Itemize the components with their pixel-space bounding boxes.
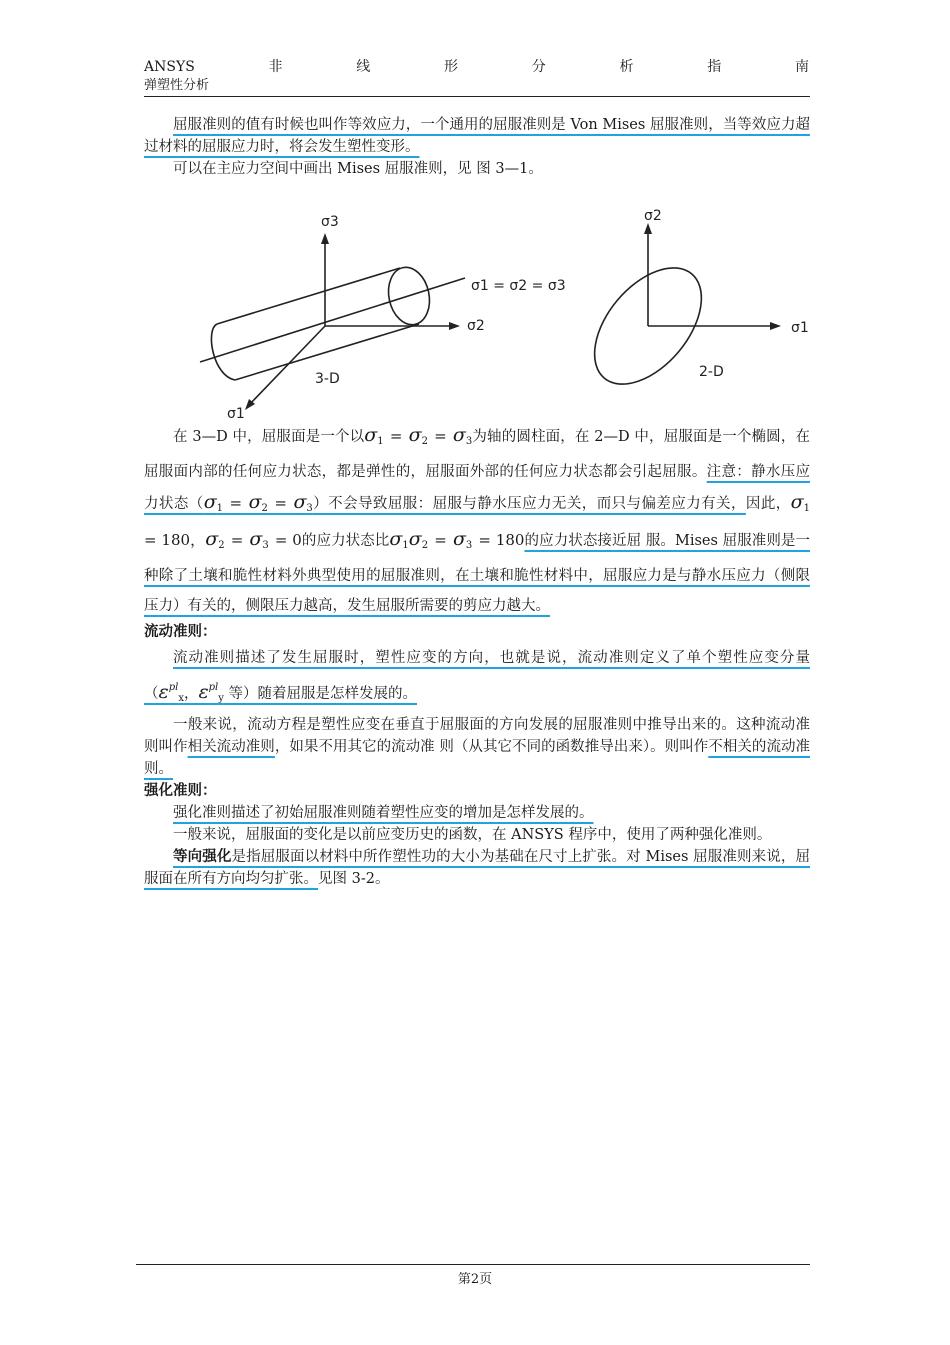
header-char: ANSYS xyxy=(144,59,195,75)
figure-3-1-yield-surface xyxy=(195,200,825,435)
diagram-2d xyxy=(574,223,781,404)
label-2d: 2-D xyxy=(699,364,724,380)
paragraph-isotropic-hardening: 等向强化是指屈服面以材料中所作塑性功的大小为基础在尺寸上扩张。对 Mises 屈服准则来说，屈服面在所有方向均匀扩张。见图 3-2。 xyxy=(144,848,811,887)
page-number: 第2页 xyxy=(457,1272,493,1287)
label-3d: 3-D xyxy=(315,371,340,387)
label-sigma3: σ3 xyxy=(321,214,339,230)
arrow-2d-sigma2-icon xyxy=(644,223,652,234)
arrow-sigma2-icon xyxy=(449,322,460,330)
cylinder-top-edge xyxy=(217,268,400,324)
header-char: 线 xyxy=(356,59,371,75)
header-char: 指 xyxy=(707,59,722,75)
heading-hardening-rule: 强化准则： xyxy=(144,783,217,799)
header-char: 南 xyxy=(794,59,809,75)
footer-divider xyxy=(136,1264,810,1265)
header-title xyxy=(144,58,809,76)
label-2d-sigma2: σ2 xyxy=(644,208,662,224)
arrow-2d-sigma1-icon xyxy=(770,322,781,330)
header-char: 分 xyxy=(531,59,546,75)
header-char: 形 xyxy=(444,59,458,75)
running-header xyxy=(144,58,809,95)
paragraph-von-mises: 屈服准则的值有时候也叫作等效应力，一个通用的屈服准则是 Von Mises 屈服准则，当等效应力超过材料的屈服应力时，将会发生塑性变形。 xyxy=(144,117,810,155)
paragraph-yield-surface: 在 3—D 中，屈服面是一个以$\sigma_1 = \sigma_2 = \sigma_3$为轴的圆柱面，在 2—D 中，屈服面是一个椭圆，在屈服面内部的任何应力状态，都是弹性的，屈服面外部的任何应力状态都会引起屈服。注意：静水压应力状态$(\sigma_1 = \sigma_2 = \sigma_3)$不会导致屈服：屈服与静水压应力无关，而只与偏差应力有关，因此，$\sigma_1 = 180$，$\sigma_2 = \sigma_3 = 0$的应力状态比$\sigma_1\sigma_2 = \sigma_3 = 180$的应力状态接近屈 服。Mises 屈服准则是一种除了土壤和脆性材料外典型使用的屈服准则，在土壤和脆性材料中，屈服应力是与静水压应力（侧限压力）有关的，侧限压力越高，发生屈服所需要的剪应力越大。 xyxy=(144,424,811,614)
label-sigma2: σ2 xyxy=(467,318,485,334)
paragraph-hardening-rule: 强化准则描述了初始屈服准则随着塑性应变的增加是怎样发展的。 xyxy=(173,805,594,821)
heading-flow-rule: 流动准则： xyxy=(144,624,217,640)
header-char: 非 xyxy=(268,59,283,75)
header-subtitle: 弹塑性分析 xyxy=(144,78,210,93)
arrow-sigma3-icon xyxy=(321,233,329,244)
label-sigma1: σ1 xyxy=(227,406,245,422)
paragraph-hardening-history: 一般来说，屈服面的变化是以前应变历史的函数，在 ANSYS 程序中，使用了两种强化准则。 xyxy=(173,827,772,843)
label-2d-sigma1: σ1 xyxy=(791,320,809,336)
label-hydrostatic-axis: σ1 = σ2 = σ3 xyxy=(471,278,566,294)
paragraph-flow-rule: 流动准则描述了发生屈服时，塑性应变的方向，也就是说，流动准则定义了单个塑性应变分量（$\varepsilon^{pl}_x$，$\varepsilon^{pl}_y$ 等）随着屈服是怎样发展的。 xyxy=(144,650,810,704)
header-divider xyxy=(144,96,810,97)
hydrostatic-axis xyxy=(200,278,465,362)
header-char: 析 xyxy=(619,59,634,75)
axis-sigma1 xyxy=(249,326,325,405)
paragraph-mises-plot: 可以在主应力空间中画出 Mises 屈服准则，见 图 3—1。 xyxy=(173,161,543,177)
paragraph-associative-flow: 一般来说，流动方程是塑性应变在垂直于屈服面的方向发展的屈服准则中推导出来的。这种流动准则叫作相关流动准则，如果不用其它的流动准 则（从其它不同的函数推导出来）。则叫作不相关的流动准则。 xyxy=(144,717,811,777)
